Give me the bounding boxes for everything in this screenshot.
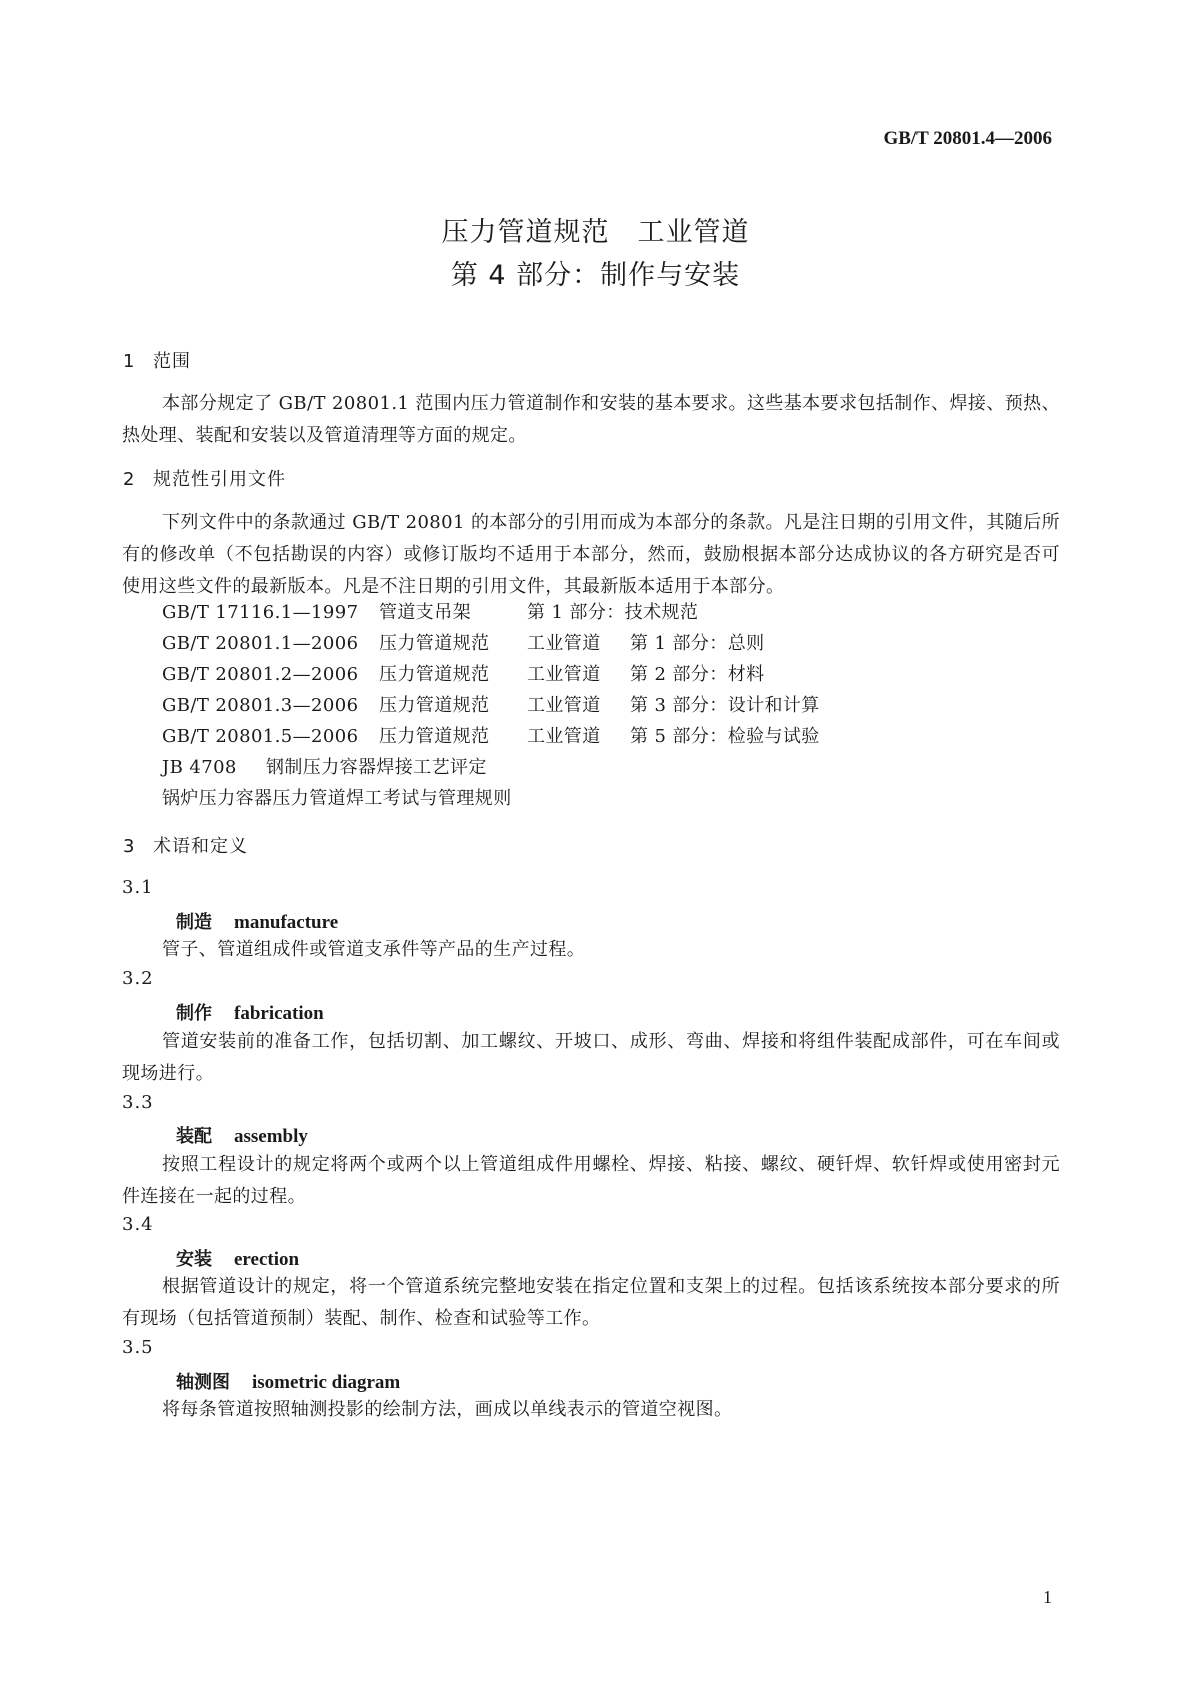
normative-intro-text: 下列文件中的条款通过 GB/T 20801 的本部分的引用而成为本部分的条款。凡是注日期的引用文件，其随后所有的修改单（不包括勘误的内容）或修订版均不适用于本部分，然而，鼓励根据本部分达成协议的各方研究是否可使用这些文件的最新版本。凡是不注日期的引用文件，其最新版本适用于本部分。: [122, 512, 1060, 597]
reference-item: [162, 598, 698, 624]
section-number: 1: [123, 351, 136, 372]
reference-title-part: 工业管道: [527, 726, 601, 747]
reference-code: GB/T 20801.2—2006: [162, 664, 359, 685]
normative-intro-paragraph: [122, 507, 1060, 603]
term-en: isometric diagram: [252, 1372, 401, 1393]
term-definition-text: 按照工程设计的规定将两个或两个以上管道组成件用螺栓、焊接、粘接、螺纹、硬钎焊、软钎焊或使用密封元件连接在一起的过程。: [122, 1154, 1060, 1207]
term-number: 3.1: [122, 877, 154, 898]
reference-item: [162, 629, 765, 655]
title-line-1: 压力管道规范 工业管道: [441, 217, 750, 248]
reference-title-part: 第 1 部分：技术规范: [527, 602, 699, 623]
reference-code: GB/T 17116.1—1997: [162, 602, 359, 623]
reference-code: JB 4708: [162, 757, 237, 778]
reference-title-part: 第 2 部分：材料: [630, 664, 765, 685]
term-definition: [122, 1394, 1060, 1426]
section-title: 范围: [153, 351, 191, 372]
reference-item-jb: [162, 753, 487, 779]
term-definition-text: 管子、管道组成件或管道支承件等产品的生产过程。: [162, 939, 586, 960]
term-zh: 安装: [176, 1249, 212, 1270]
term-number: 3.5: [122, 1337, 154, 1358]
term-definition-text: 根据管道设计的规定，将一个管道系统完整地安装在指定位置和支架上的过程。包括该系统按本部分要求的所有现场（包括管道预制）装配、制作、检查和试验等工作。: [122, 1276, 1060, 1329]
term-zh: 制造: [176, 912, 212, 933]
term-en: manufacture: [234, 912, 339, 933]
scope-paragraph: [122, 388, 1060, 452]
section-heading-terms: [123, 832, 248, 858]
reference-title-part: 钢制压力容器焊接工艺评定: [266, 757, 487, 778]
reference-title-part: 管道支吊架: [379, 602, 471, 623]
reference-item: [162, 722, 820, 748]
reference-title-part: 第 5 部分：检验与试验: [630, 726, 820, 747]
term-zh: 制作: [176, 1003, 212, 1024]
reference-item-rule: 锅炉压力容器压力管道焊工考试与管理规则: [162, 788, 512, 809]
reference-title-part: 第 3 部分：设计和计算: [630, 695, 820, 716]
section-title: 术语和定义: [153, 836, 248, 857]
term-number: 3.3: [122, 1092, 154, 1113]
term-heading: [176, 1368, 400, 1394]
term-zh: 轴测图: [176, 1372, 230, 1393]
reference-title-part: 压力管道规范: [379, 664, 490, 685]
section-heading-normative-references: [123, 465, 286, 491]
reference-code: GB/T 20801.3—2006: [162, 695, 359, 716]
reference-code: GB/T 20801.1—2006: [162, 633, 359, 654]
term-en: erection: [234, 1249, 300, 1270]
reference-title-part: 工业管道: [527, 664, 601, 685]
term-number: 3.2: [122, 968, 154, 989]
term-heading: [176, 908, 338, 934]
reference-code: GB/T 20801.5—2006: [162, 726, 359, 747]
term-definition: [122, 1149, 1060, 1213]
reference-item: [162, 691, 820, 717]
term-definition: [122, 1026, 1060, 1090]
term-definition: [122, 934, 1060, 966]
reference-item: [162, 660, 765, 686]
term-heading: [176, 1122, 308, 1148]
term-definition: [122, 1271, 1060, 1335]
section-title: 规范性引用文件: [153, 469, 286, 490]
scope-text: 本部分规定了 GB/T 20801.1 范围内压力管道制作和安装的基本要求。这些基本要求包括制作、焊接、预热、热处理、装配和安装以及管道清理等方面的规定。: [122, 393, 1060, 446]
reference-title-part: 工业管道: [527, 633, 601, 654]
term-definition-text: 管道安装前的准备工作，包括切割、加工螺纹、开坡口、成形、弯曲、焊接和将组件装配成部件，可在车间或现场进行。: [122, 1031, 1060, 1084]
term-heading: [176, 1245, 299, 1271]
reference-title-part: 工业管道: [527, 695, 601, 716]
section-number: 2: [123, 469, 136, 490]
title-line-2: 第 4 部分：制作与安装: [450, 260, 741, 291]
section-number: 3: [123, 836, 136, 857]
term-definition-text: 将每条管道按照轴测投影的绘制方法，画成以单线表示的管道空视图。: [162, 1399, 733, 1420]
term-zh: 装配: [176, 1126, 212, 1147]
reference-title-part: 第 1 部分：总则: [630, 633, 765, 654]
section-heading-scope: [123, 347, 191, 373]
term-en: assembly: [234, 1126, 308, 1147]
reference-title-part: 压力管道规范: [379, 726, 490, 747]
standard-code: GB/T 20801.4—2006: [883, 128, 1052, 149]
page-number: 1: [1043, 1587, 1052, 1607]
term-number: 3.4: [122, 1214, 154, 1235]
reference-title-part: 压力管道规范: [379, 695, 490, 716]
term-heading: [176, 999, 324, 1025]
reference-title-part: 压力管道规范: [379, 633, 490, 654]
term-en: fabrication: [234, 1003, 324, 1024]
